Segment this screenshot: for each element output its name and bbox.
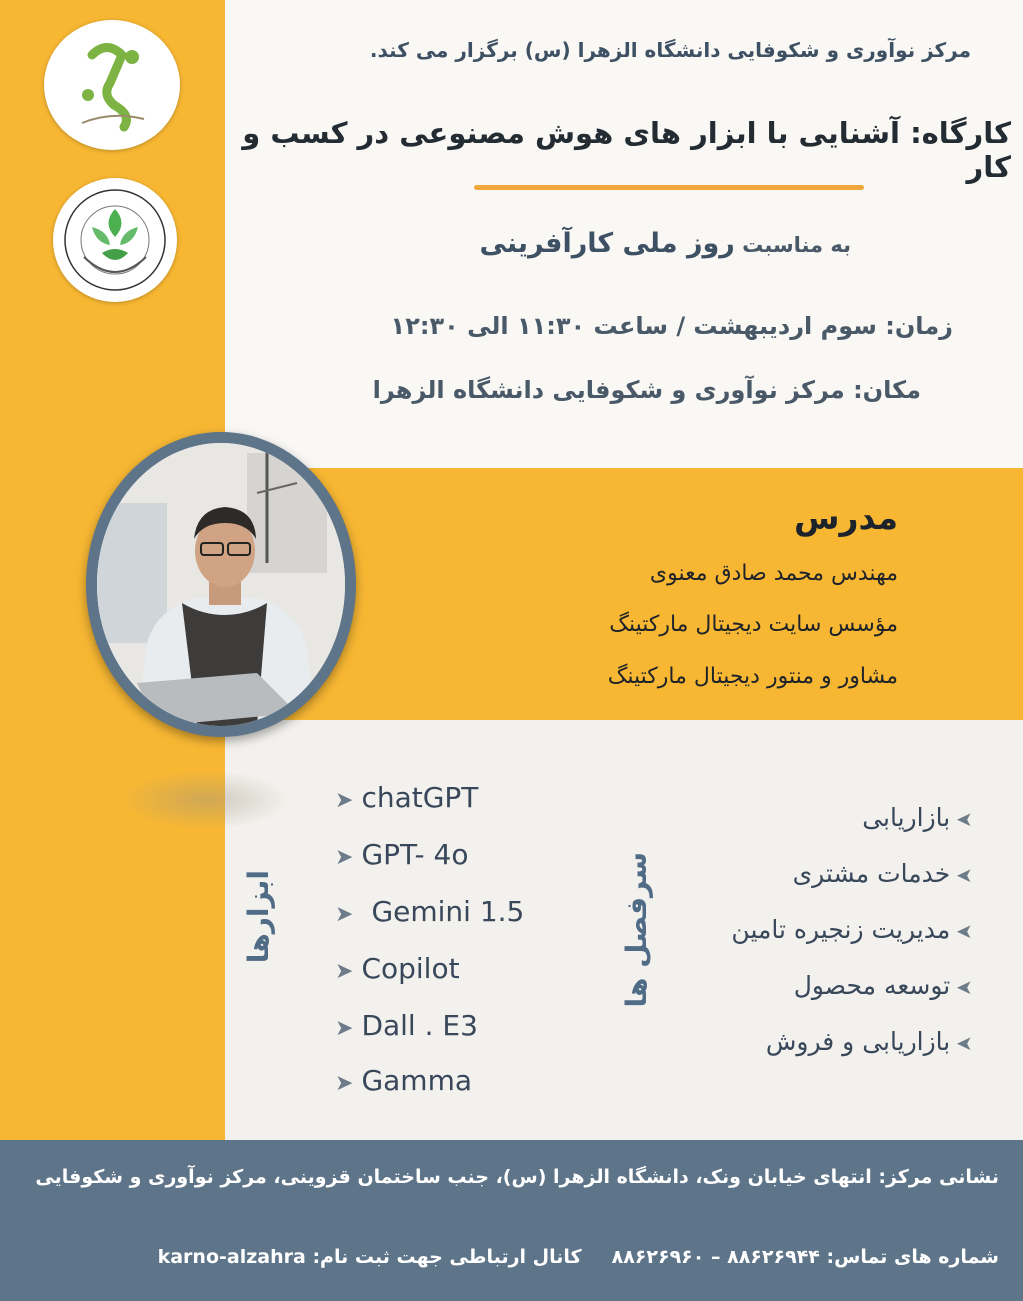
topics-heading: سرفصل ها (620, 852, 653, 1008)
chevron-right-icon: ➤ (335, 902, 354, 927)
innovation-center-seal-icon (53, 178, 177, 302)
tool-item: ➤ Gamma (335, 1064, 473, 1097)
chevron-left-icon: ➤ (956, 919, 973, 943)
topic-item: ➤بازاریابی (862, 803, 973, 832)
occasion-prefix: به مناسبت (742, 233, 851, 257)
instructor-role-mentor: مشاور و منتور دیجیتال مارکتینگ (607, 664, 898, 689)
tool-item: ➤ GPT- 4o (335, 838, 469, 871)
tool-item: ➤ Dall . E3 (335, 1009, 478, 1042)
footer-bar (0, 1140, 1023, 1301)
organizer-line: مرکز نوآوری و شکوفایی دانشگاه الزهرا (س) برگزار می کند. (369, 38, 971, 62)
instructor-role-founder: مؤسس سایت دیجیتال مارکتینگ (609, 612, 898, 637)
title-underline (474, 185, 864, 190)
topic-item: ➤مدیریت زنجیره تامین (731, 915, 973, 944)
instructor-name: مهندس محمد صادق معنوی (649, 561, 898, 586)
topic-item: ➤خدمات مشتری (792, 859, 973, 888)
chevron-right-icon: ➤ (335, 788, 354, 813)
registration-channel: کانال ارتباطی جهت ثبت نام: karno-alzahra (157, 1246, 582, 1268)
tool-item: ➤ Copilot (335, 952, 460, 985)
center-address: نشانی مرکز: انتهای خیابان ونک، دانشگاه الزهرا (س)، جنب ساختمان قزوینی، مرکز نوآوری و شکوفایی (35, 1166, 999, 1188)
chevron-left-icon: ➤ (956, 975, 973, 999)
topic-item: ➤توسعه محصول (793, 971, 973, 1000)
chevron-left-icon: ➤ (956, 863, 973, 887)
phone-numbers: شماره های تماس: ۸۸۶۲۶۹۴۴ – ۸۸۶۲۶۹۶۰ (611, 1246, 999, 1268)
chevron-right-icon: ➤ (335, 845, 354, 870)
chevron-left-icon: ➤ (956, 807, 973, 831)
alzahra-university-logo-icon (44, 20, 180, 150)
instructor-photo (97, 443, 345, 726)
occasion-name: روز ملی کارآفرینی (479, 228, 735, 259)
tool-item: ➤ chatGPT (335, 781, 479, 814)
event-time: زمان: سوم اردیبهشت / ساعت ۱۱:۳۰ الی ۱۲:۳۰ (390, 312, 953, 340)
topic-item: ➤بازاریابی و فروش (765, 1027, 973, 1056)
chevron-right-icon: ➤ (335, 959, 354, 984)
decorative-shadow (120, 770, 290, 830)
chevron-right-icon: ➤ (335, 1016, 354, 1041)
instructor-heading: مدرس (793, 498, 898, 537)
tools-heading: ابزارها (242, 870, 275, 964)
workshop-title: کارگاه: آشنایی با ابزار های هوش مصنوعی در کسب و کار (242, 116, 1011, 184)
chevron-left-icon: ➤ (956, 1031, 973, 1055)
chevron-right-icon: ➤ (335, 1071, 354, 1096)
occasion-line (251, 228, 851, 259)
contact-line (19, 1246, 999, 1268)
event-place: مکان: مرکز نوآوری و شکوفایی دانشگاه الزهرا (372, 376, 921, 404)
tool-item: ➤ Gemini 1.5 (335, 895, 525, 928)
